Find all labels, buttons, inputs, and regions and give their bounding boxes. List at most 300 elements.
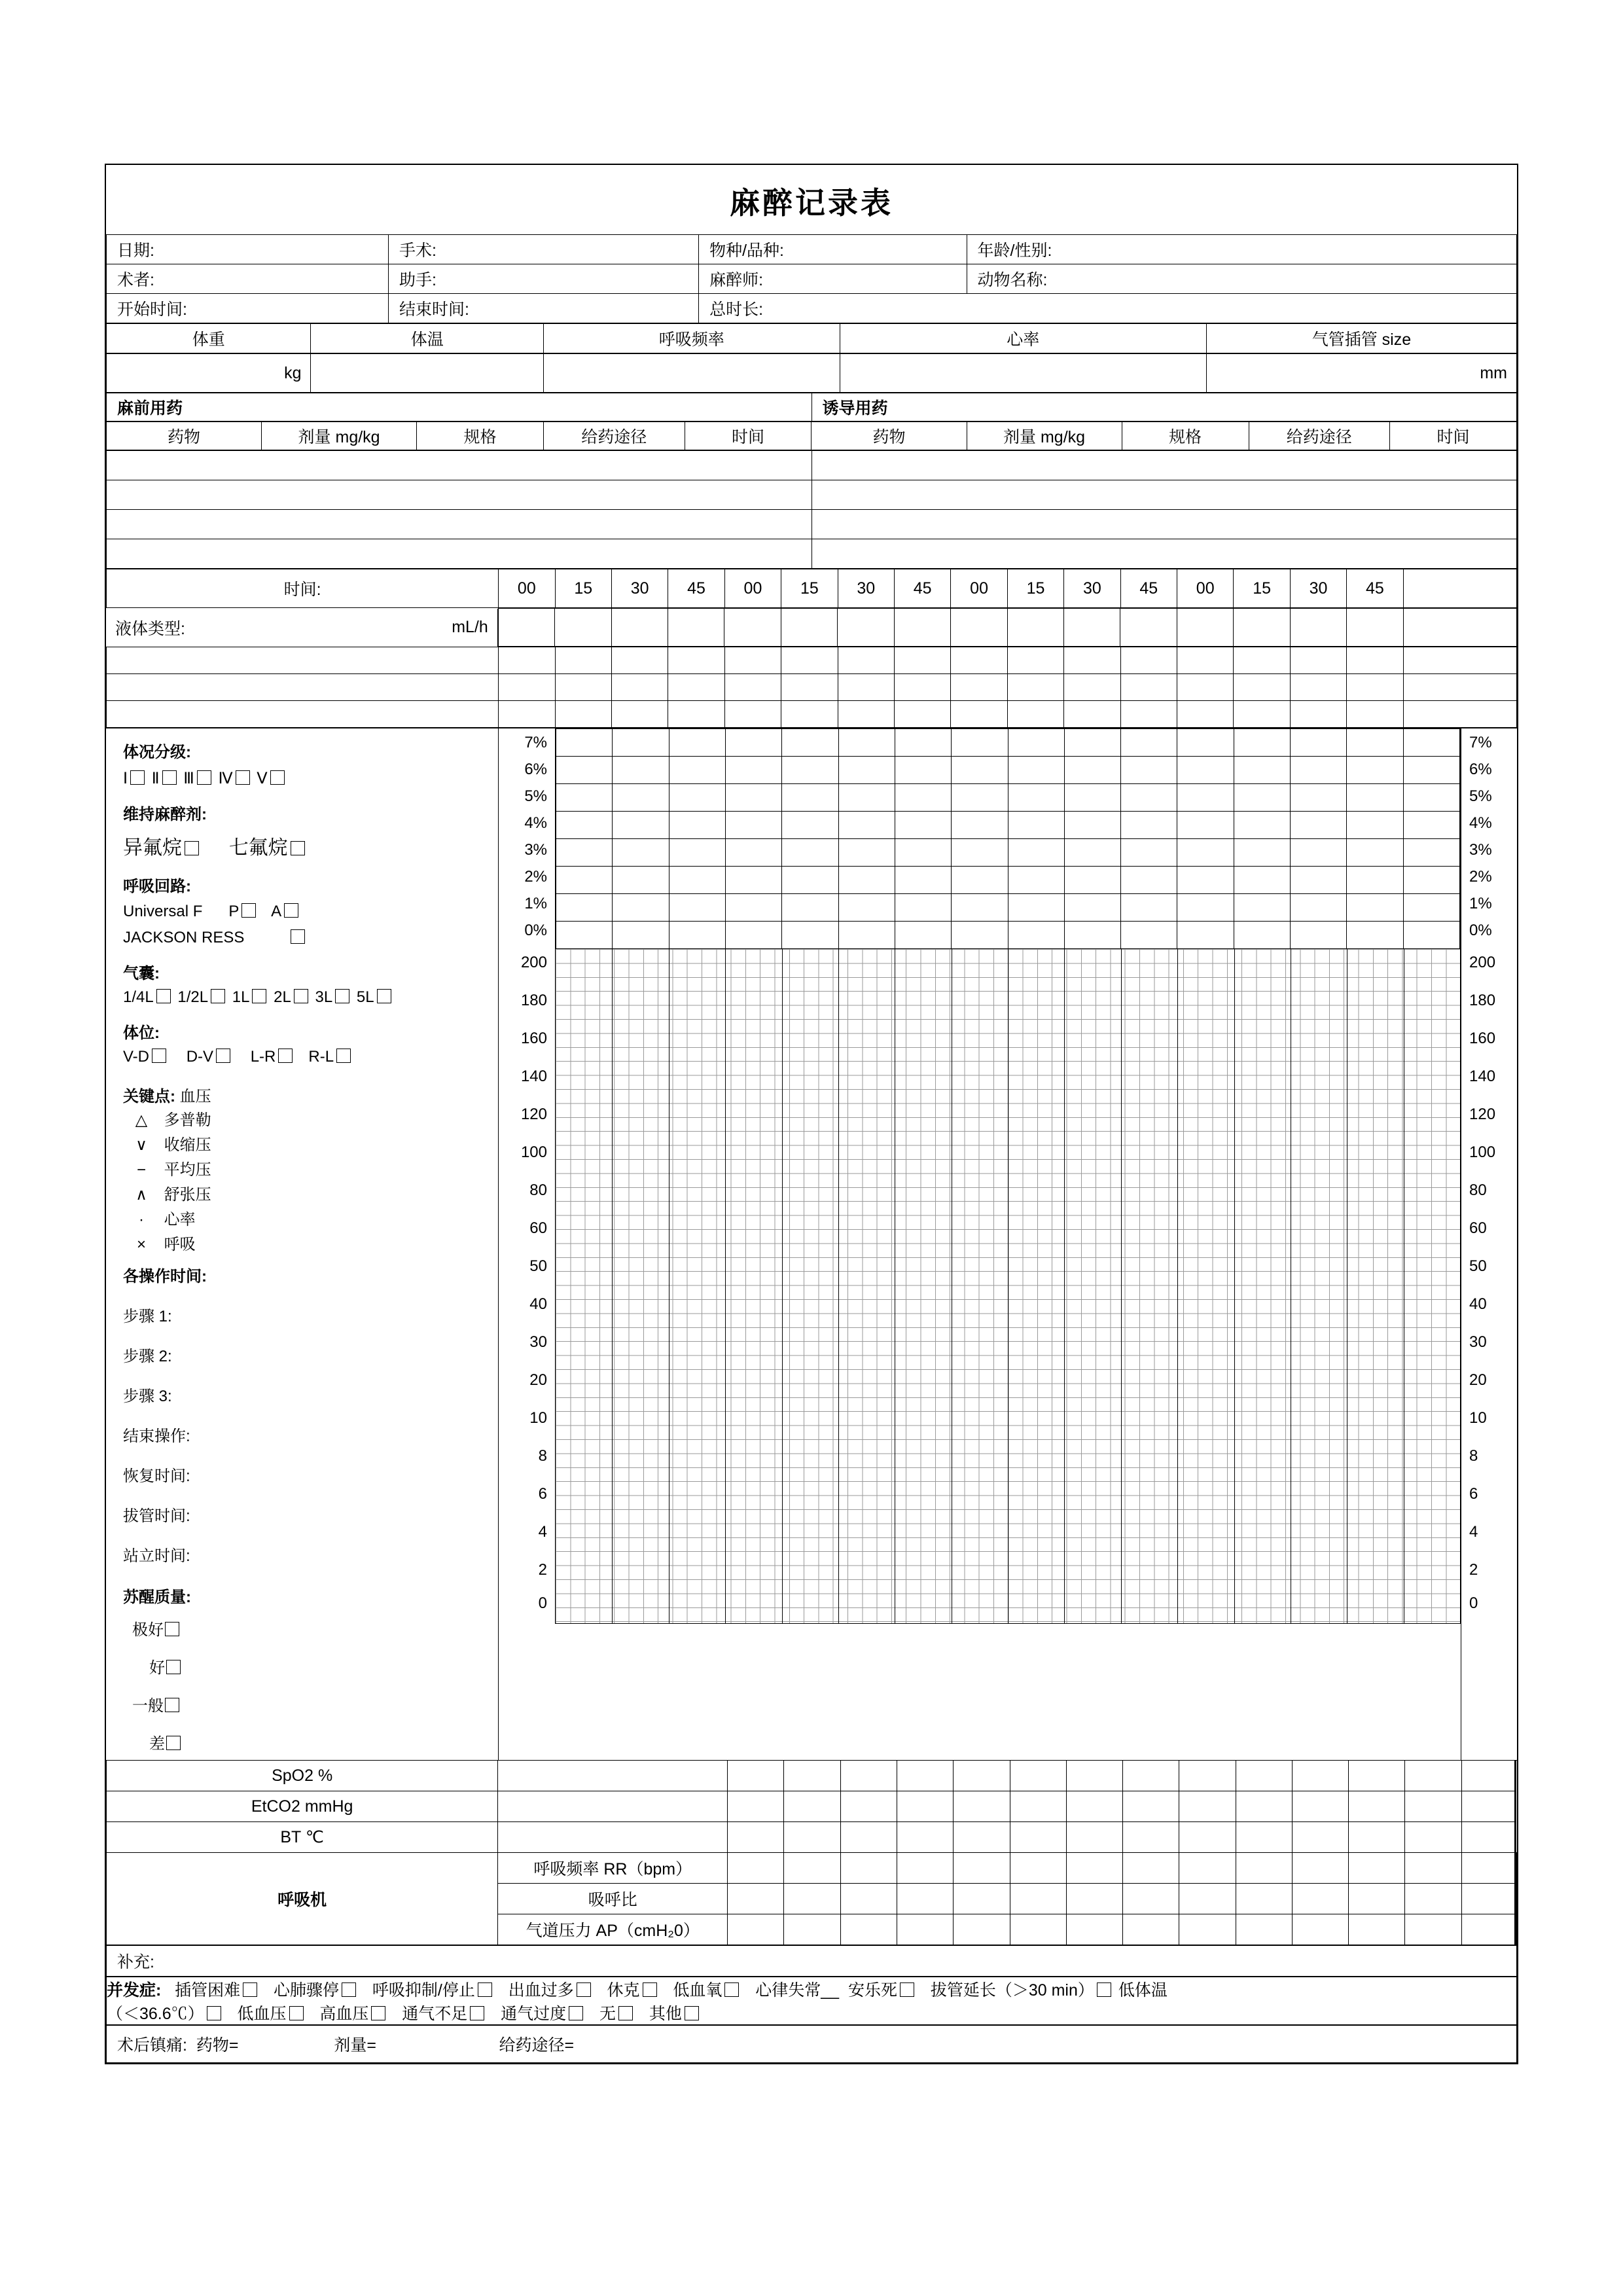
grid-cell[interactable] <box>1177 812 1234 839</box>
checkbox-icon[interactable] <box>156 989 171 1003</box>
grid-cell[interactable] <box>782 729 838 757</box>
asa-option-5[interactable]: Ⅴ <box>257 770 268 787</box>
recovery-quality-poor[interactable] <box>149 1732 498 1756</box>
vitals-value-heart-rate[interactable] <box>840 354 1206 393</box>
checkbox-icon[interactable] <box>371 2006 385 2020</box>
blank-cell[interactable] <box>668 701 724 728</box>
ventilator-cell[interactable] <box>1292 1914 1348 1945</box>
asa-option-1[interactable]: Ⅰ <box>123 770 128 787</box>
monitor-cell[interactable] <box>897 1822 954 1853</box>
vitals-unit-kg[interactable]: kg <box>107 354 311 393</box>
checkbox-icon[interactable] <box>197 770 211 785</box>
maintenance-isoflurane[interactable]: 异氟烷 <box>123 837 182 859</box>
blank-cell[interactable] <box>1403 647 1516 674</box>
checkbox-icon[interactable] <box>152 1049 166 1063</box>
blank-cell[interactable] <box>611 647 668 674</box>
blank-cell[interactable] <box>894 674 950 701</box>
grid-cell[interactable] <box>669 757 725 784</box>
checkbox-icon[interactable] <box>342 1982 356 1997</box>
grid-row[interactable] <box>556 812 1460 839</box>
position-opt-lr[interactable]: L-R <box>250 1048 276 1066</box>
monitor-cell[interactable] <box>840 1822 897 1853</box>
monitor-cell[interactable] <box>1292 1761 1348 1791</box>
blank-cell[interactable] <box>1290 701 1346 728</box>
grid-cell[interactable] <box>1008 757 1064 784</box>
blank-cell[interactable] <box>894 701 950 728</box>
blank-cell[interactable] <box>838 674 894 701</box>
blank-cell[interactable] <box>1064 647 1120 674</box>
grid-cell[interactable] <box>725 839 781 867</box>
fluid-cell[interactable] <box>1347 609 1403 647</box>
grid-cell[interactable] <box>1177 922 1234 949</box>
ventilator-cell[interactable] <box>840 1853 897 1884</box>
blank-label-cell[interactable] <box>107 647 499 674</box>
ventilator-cell[interactable] <box>1516 1914 1517 1945</box>
recovery-quality-good[interactable] <box>149 1657 498 1680</box>
grid-cell[interactable] <box>895 729 951 757</box>
induction-entry[interactable] <box>812 451 1517 480</box>
monitor-cell[interactable] <box>1292 1822 1348 1853</box>
blank-cell[interactable] <box>1007 701 1063 728</box>
grid-cell[interactable] <box>1008 922 1064 949</box>
grid-cell[interactable] <box>952 894 1008 922</box>
grid-cell[interactable] <box>1008 894 1064 922</box>
ventilator-cell[interactable] <box>1010 1884 1066 1914</box>
grid-cell[interactable] <box>952 729 1008 757</box>
grid-cell[interactable] <box>838 839 895 867</box>
checkbox-icon[interactable] <box>336 1049 351 1063</box>
checkbox-icon[interactable] <box>162 770 177 785</box>
fluid-cell[interactable] <box>1403 609 1516 647</box>
grid-cell[interactable] <box>1291 729 1347 757</box>
blank-cell[interactable] <box>1403 701 1516 728</box>
monitor-cell[interactable] <box>1123 1761 1179 1791</box>
circuit-opt-a[interactable]: A <box>271 903 282 920</box>
complication-hyperventilation[interactable]: 通气过度 <box>501 2005 567 2023</box>
checkbox-icon[interactable] <box>243 1982 257 1997</box>
ventilator-cell[interactable] <box>784 1914 840 1945</box>
blank-cell[interactable] <box>1007 647 1063 674</box>
checkbox-icon[interactable] <box>252 989 266 1003</box>
complication-hemorrhage[interactable]: 出血过多 <box>508 1981 574 2000</box>
checkbox-icon[interactable] <box>165 1622 179 1636</box>
fluid-cell[interactable] <box>1120 609 1177 647</box>
grid-cell[interactable] <box>556 839 613 867</box>
grid-cell[interactable] <box>613 757 669 784</box>
recovery-quality-excellent[interactable] <box>132 1619 498 1642</box>
position-opt-dv[interactable]: D-V <box>186 1048 214 1066</box>
monitor-cell[interactable] <box>1515 1761 1516 1791</box>
grid-cell[interactable] <box>669 922 725 949</box>
grid-cell[interactable] <box>556 729 613 757</box>
grid-cell[interactable] <box>1121 812 1177 839</box>
checkbox-icon[interactable] <box>185 841 199 855</box>
grid-cell[interactable] <box>838 757 895 784</box>
blank-cell[interactable] <box>499 674 555 701</box>
grid-cell[interactable] <box>1347 729 1403 757</box>
grid-cell[interactable] <box>556 757 613 784</box>
fluid-cell[interactable] <box>838 609 894 647</box>
asa-option-3[interactable]: Ⅲ <box>183 770 194 787</box>
monitor-cell[interactable] <box>1292 1791 1348 1822</box>
grid-cell[interactable] <box>725 729 781 757</box>
chart-vitals-grid[interactable] <box>555 949 1461 1624</box>
grid-cell[interactable] <box>1347 757 1403 784</box>
grid-cell[interactable] <box>725 867 781 894</box>
field-end-time[interactable]: 结束时间: <box>389 294 699 323</box>
monitor-cell[interactable] <box>784 1791 840 1822</box>
grid-cell[interactable] <box>952 922 1008 949</box>
grid-cell[interactable] <box>895 812 951 839</box>
grid-cell[interactable] <box>556 812 613 839</box>
blank-cell[interactable] <box>951 674 1007 701</box>
monitor-cell[interactable] <box>954 1822 1010 1853</box>
grid-cell[interactable] <box>1347 894 1403 922</box>
vitals-value-temperature[interactable] <box>311 354 544 393</box>
ventilator-cell[interactable] <box>1461 1853 1514 1884</box>
fluid-cell[interactable] <box>724 609 781 647</box>
blank-cell[interactable] <box>781 674 838 701</box>
operation-standing-time[interactable]: 站立时间: <box>123 1547 190 1565</box>
grid-cell[interactable] <box>1177 867 1234 894</box>
ventilator-cell[interactable] <box>784 1853 840 1884</box>
monitor-cell[interactable] <box>1461 1791 1514 1822</box>
grid-cell[interactable] <box>838 894 895 922</box>
grid-cell[interactable] <box>1403 867 1459 894</box>
recovery-quality-fair[interactable] <box>132 1695 498 1718</box>
grid-row[interactable] <box>556 729 1460 757</box>
ventilator-cell[interactable] <box>1179 1884 1236 1914</box>
blank-cell[interactable] <box>781 701 838 728</box>
ventilator-cell[interactable] <box>954 1914 1010 1945</box>
operation-recovery-time[interactable]: 恢复时间: <box>123 1467 190 1485</box>
checkbox-icon[interactable] <box>291 841 305 855</box>
grid-cell[interactable] <box>838 784 895 812</box>
complication-cardiac-arrest[interactable]: 心肺骤停 <box>274 1981 340 2000</box>
grid-cell[interactable] <box>895 784 951 812</box>
grid-cell[interactable] <box>669 812 725 839</box>
checkbox-icon[interactable] <box>207 2006 221 2020</box>
grid-row[interactable] <box>556 922 1460 949</box>
grid-cell[interactable] <box>782 839 838 867</box>
grid-cell[interactable] <box>952 812 1008 839</box>
grid-cell[interactable] <box>1291 922 1347 949</box>
grid-cell[interactable] <box>838 922 895 949</box>
grid-cell[interactable] <box>1064 784 1120 812</box>
analgesia-route-field[interactable]: 给药途径= <box>499 2036 575 2054</box>
ventilator-cell[interactable] <box>1066 1914 1122 1945</box>
grid-cell[interactable] <box>1291 867 1347 894</box>
blank-cell[interactable] <box>1290 647 1346 674</box>
blank-cell[interactable] <box>1120 701 1177 728</box>
monitor-cell[interactable] <box>1405 1791 1461 1822</box>
checkbox-icon[interactable] <box>236 770 250 785</box>
analgesia-drug-field[interactable]: 药物= <box>196 2036 239 2054</box>
circuit-universal-f-row[interactable] <box>123 900 498 924</box>
ventilator-cell[interactable] <box>1516 1853 1517 1884</box>
blank-cell[interactable] <box>951 701 1007 728</box>
monitor-cell[interactable] <box>784 1822 840 1853</box>
grid-cell[interactable] <box>1291 784 1347 812</box>
blank-cell[interactable] <box>555 647 611 674</box>
grid-cell[interactable] <box>556 894 613 922</box>
complication-hypertension[interactable]: 高血压 <box>319 2005 369 2023</box>
monitor-cell[interactable] <box>1349 1791 1405 1822</box>
grid-cell[interactable] <box>1064 894 1120 922</box>
grid-cell[interactable] <box>1064 922 1120 949</box>
field-total-duration[interactable]: 总时长: <box>699 294 1517 323</box>
grid-cell[interactable] <box>1121 839 1177 867</box>
monitor-cell[interactable] <box>1461 1822 1514 1853</box>
monitor-cell[interactable] <box>1515 1822 1516 1853</box>
ventilator-cell[interactable] <box>1179 1914 1236 1945</box>
ventilator-cell[interactable] <box>728 1914 784 1945</box>
checkbox-icon[interactable] <box>130 770 145 785</box>
ventilator-cell[interactable] <box>1405 1884 1461 1914</box>
grid-cell[interactable] <box>1234 784 1290 812</box>
monitor-cell[interactable] <box>1010 1822 1066 1853</box>
ventilator-cell[interactable] <box>1405 1914 1461 1945</box>
vitals-unit-mm[interactable]: mm <box>1206 354 1516 393</box>
field-species[interactable]: 物种/品种: <box>699 235 967 264</box>
circuit-opt-p[interactable]: P <box>228 903 240 920</box>
grid-cell[interactable] <box>838 867 895 894</box>
grid-cell[interactable] <box>1347 867 1403 894</box>
grid-cell[interactable] <box>895 894 951 922</box>
chart-concentration-grid[interactable] <box>555 728 1461 949</box>
checkbox-icon[interactable] <box>724 1982 739 1997</box>
blank-cell[interactable] <box>611 674 668 701</box>
monitor-cell[interactable] <box>784 1761 840 1791</box>
bag-opt-quarter[interactable]: 1/4L <box>123 988 154 1006</box>
blank-cell[interactable] <box>1177 647 1234 674</box>
ventilator-cell[interactable] <box>1236 1853 1292 1884</box>
premed-entry[interactable] <box>107 510 812 539</box>
grid-cell[interactable] <box>1008 729 1064 757</box>
bag-opt-half[interactable]: 1/2L <box>177 988 209 1006</box>
fluid-cell[interactable] <box>498 609 554 647</box>
complication-delayed-extubation[interactable]: 拔管延长（＞30 min） <box>930 1981 1094 2000</box>
ventilator-cell[interactable] <box>784 1884 840 1914</box>
complication-shock[interactable]: 休克 <box>607 1981 640 2000</box>
grid-cell[interactable] <box>613 922 669 949</box>
grid-row[interactable] <box>556 867 1460 894</box>
grid-cell[interactable] <box>1291 894 1347 922</box>
grid-cell[interactable] <box>1403 894 1459 922</box>
checkbox-icon[interactable] <box>289 2006 304 2020</box>
grid-cell[interactable] <box>1291 757 1347 784</box>
checkbox-icon[interactable] <box>241 903 256 918</box>
monitor-cell[interactable] <box>1236 1822 1292 1853</box>
blank-cell[interactable] <box>1177 674 1234 701</box>
grid-cell[interactable] <box>613 784 669 812</box>
complication-hypoventilation[interactable]: 通气不足 <box>402 2005 468 2023</box>
fluid-cell[interactable] <box>555 609 611 647</box>
fluid-cell[interactable] <box>894 609 950 647</box>
complication-hypothermia[interactable]: 低体温 <box>1118 1981 1168 2000</box>
complication-resp-depression[interactable]: 呼吸抑制/停止 <box>372 1981 475 2000</box>
monitor-cell[interactable] <box>1405 1761 1461 1791</box>
grid-cell[interactable] <box>1008 839 1064 867</box>
grid-cell[interactable] <box>1008 784 1064 812</box>
field-surgeon[interactable]: 术者: <box>107 264 389 294</box>
monitor-cell[interactable] <box>897 1761 954 1791</box>
grid-cell[interactable] <box>1234 894 1290 922</box>
monitor-cell[interactable] <box>1236 1791 1292 1822</box>
grid-cell[interactable] <box>1064 839 1120 867</box>
ventilator-cell[interactable] <box>1236 1914 1292 1945</box>
premed-entry[interactable] <box>107 480 812 510</box>
monitor-cell[interactable] <box>1123 1822 1179 1853</box>
position-options[interactable] <box>123 1045 498 1069</box>
grid-cell[interactable] <box>1234 867 1290 894</box>
blank-cell[interactable] <box>838 701 894 728</box>
grid-cell[interactable] <box>1064 757 1120 784</box>
ventilator-cell[interactable] <box>897 1853 954 1884</box>
checkbox-icon[interactable] <box>618 2006 633 2020</box>
grid-cell[interactable] <box>1177 784 1234 812</box>
induction-entry[interactable] <box>812 539 1517 569</box>
blank-cell[interactable] <box>555 674 611 701</box>
ventilator-cell[interactable] <box>954 1884 1010 1914</box>
monitor-cell[interactable] <box>1461 1761 1514 1791</box>
grid-cell[interactable] <box>725 894 781 922</box>
fluid-cell[interactable] <box>951 609 1007 647</box>
grid-cell[interactable] <box>895 867 951 894</box>
checkbox-icon[interactable] <box>211 989 225 1003</box>
checkbox-icon[interactable] <box>900 1982 914 1997</box>
blank-label-cell[interactable] <box>107 701 499 728</box>
ventilator-cell[interactable] <box>1349 1914 1405 1945</box>
grid-cell[interactable] <box>1234 757 1290 784</box>
checkbox-icon[interactable] <box>377 989 391 1003</box>
grid-cell[interactable] <box>1121 867 1177 894</box>
grid-cell[interactable] <box>1121 922 1177 949</box>
grid-cell[interactable] <box>1064 812 1120 839</box>
grid-cell[interactable] <box>1008 867 1064 894</box>
ventilator-cell[interactable] <box>1292 1853 1348 1884</box>
grid-cell[interactable] <box>1347 784 1403 812</box>
complication-hypoxemia[interactable]: 低血氧 <box>673 1981 722 2000</box>
blank-cell[interactable] <box>1290 674 1346 701</box>
vitals-value-resp-rate[interactable] <box>544 354 840 393</box>
blank-cell[interactable] <box>838 647 894 674</box>
monitor-cell[interactable] <box>954 1791 1010 1822</box>
ventilator-cell[interactable] <box>1461 1914 1514 1945</box>
blank-cell[interactable] <box>724 674 781 701</box>
grid-cell[interactable] <box>1121 894 1177 922</box>
grid-cell[interactable] <box>669 894 725 922</box>
monitor-cell[interactable] <box>498 1791 728 1822</box>
bag-opt-3l[interactable]: 3L <box>315 988 333 1006</box>
grid-cell[interactable] <box>725 812 781 839</box>
asa-options[interactable] <box>123 767 498 791</box>
checkbox-icon[interactable] <box>278 1049 293 1063</box>
maintenance-options[interactable] <box>123 833 498 863</box>
grid-cell[interactable] <box>1008 812 1064 839</box>
grid-cell[interactable] <box>725 922 781 949</box>
monitor-cell[interactable] <box>897 1791 954 1822</box>
blank-cell[interactable] <box>1177 701 1234 728</box>
grid-cell[interactable] <box>1234 729 1290 757</box>
analgesia-cell[interactable] <box>107 2026 1517 2063</box>
bag-options[interactable] <box>123 986 498 1009</box>
checkbox-icon[interactable] <box>165 1698 179 1712</box>
blank-cell[interactable] <box>1120 647 1177 674</box>
monitor-cell[interactable] <box>1179 1791 1236 1822</box>
ventilator-cell[interactable] <box>1405 1853 1461 1884</box>
monitor-cell[interactable] <box>1349 1822 1405 1853</box>
bag-opt-5l[interactable]: 5L <box>356 988 374 1006</box>
ventilator-cell[interactable] <box>840 1914 897 1945</box>
fluid-cell[interactable] <box>1177 609 1233 647</box>
monitor-cell[interactable] <box>1236 1761 1292 1791</box>
checkbox-icon[interactable] <box>291 929 305 944</box>
grid-cell[interactable] <box>782 757 838 784</box>
position-opt-vd[interactable]: V-D <box>123 1048 150 1066</box>
checkbox-icon[interactable] <box>685 2006 699 2020</box>
blank-cell[interactable] <box>951 647 1007 674</box>
monitor-cell[interactable] <box>728 1761 784 1791</box>
grid-row[interactable] <box>556 757 1460 784</box>
blank-cell[interactable] <box>1007 674 1063 701</box>
ventilator-cell[interactable] <box>840 1884 897 1914</box>
blank-cell[interactable] <box>1403 674 1516 701</box>
blank-cell[interactable] <box>1234 701 1290 728</box>
complication-intubation-difficulty[interactable]: 插管困难 <box>175 1981 241 2000</box>
monitor-cell[interactable] <box>1179 1822 1236 1853</box>
monitor-cell[interactable] <box>498 1822 728 1853</box>
ventilator-cell[interactable] <box>1066 1853 1122 1884</box>
fluid-cell[interactable] <box>611 609 668 647</box>
checkbox-icon[interactable] <box>270 770 285 785</box>
fluid-cell[interactable] <box>668 609 724 647</box>
grid-cell[interactable] <box>669 867 725 894</box>
monitor-cell[interactable] <box>1010 1791 1066 1822</box>
field-age-sex[interactable]: 年龄/性别: <box>967 235 1516 264</box>
grid-cell[interactable] <box>1121 784 1177 812</box>
operation-step-2[interactable]: 步骤 2: <box>123 1348 172 1365</box>
checkbox-icon[interactable] <box>335 989 349 1003</box>
checkbox-icon[interactable] <box>284 903 298 918</box>
position-opt-rl[interactable]: R-L <box>308 1048 334 1066</box>
ventilator-cell[interactable] <box>1010 1914 1066 1945</box>
grid-cell[interactable] <box>613 812 669 839</box>
grid-cell[interactable] <box>1177 757 1234 784</box>
ventilator-cell[interactable] <box>728 1884 784 1914</box>
ventilator-cell[interactable] <box>1010 1853 1066 1884</box>
field-start-time[interactable]: 开始时间: <box>107 294 389 323</box>
operation-extubation-time[interactable]: 拔管时间: <box>123 1507 190 1525</box>
grid-cell[interactable] <box>669 729 725 757</box>
premed-entry[interactable] <box>107 539 812 569</box>
fluid-cell[interactable] <box>1064 609 1120 647</box>
grid-cell[interactable] <box>1403 812 1459 839</box>
monitor-cell[interactable] <box>1123 1791 1179 1822</box>
field-surgery[interactable]: 手术: <box>389 235 699 264</box>
blank-cell[interactable] <box>1347 647 1403 674</box>
field-anesthetist[interactable]: 麻醉师: <box>699 264 967 294</box>
monitor-cell[interactable] <box>1515 1791 1516 1822</box>
grid-cell[interactable] <box>556 784 613 812</box>
grid-cell[interactable] <box>952 757 1008 784</box>
field-animal-name[interactable]: 动物名称: <box>967 264 1516 294</box>
premed-entry[interactable] <box>107 451 812 480</box>
ventilator-cell[interactable] <box>1516 1884 1517 1914</box>
blank-cell[interactable] <box>781 647 838 674</box>
grid-cell[interactable] <box>1403 922 1459 949</box>
blank-cell[interactable] <box>1120 674 1177 701</box>
